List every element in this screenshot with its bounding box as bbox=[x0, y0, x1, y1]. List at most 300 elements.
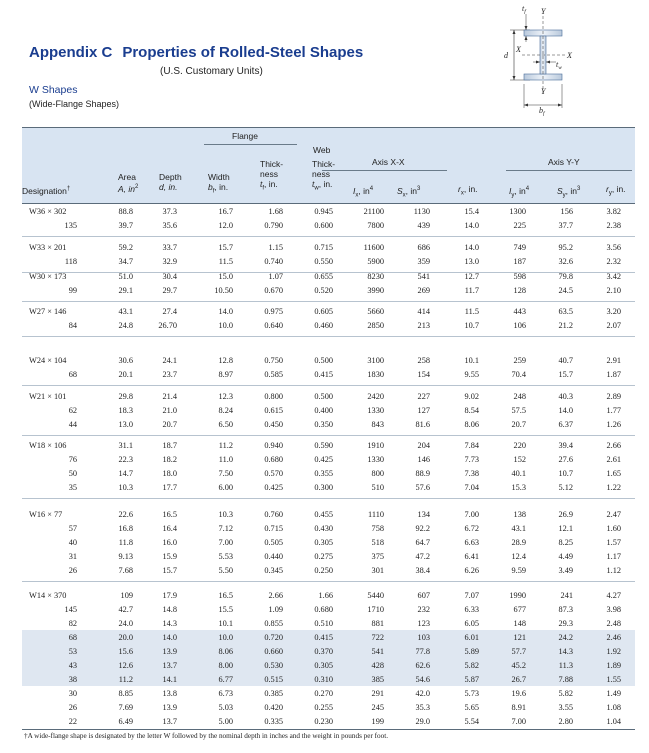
value-cell: 9.13 bbox=[118, 552, 133, 561]
value-cell: 0.855 bbox=[264, 619, 283, 628]
value-cell: 8.97 bbox=[218, 370, 233, 379]
value-cell: 541 bbox=[371, 647, 384, 656]
value-cell: 1.55 bbox=[606, 675, 621, 684]
value-cell: 541 bbox=[417, 272, 430, 281]
value-cell: 57.7 bbox=[511, 647, 526, 656]
section-title: W Shapes bbox=[29, 84, 78, 96]
value-cell: 225 bbox=[513, 221, 526, 230]
value-cell: 14.0 bbox=[162, 633, 177, 642]
value-cell: 13.7 bbox=[162, 717, 177, 726]
value-cell: 15.5 bbox=[218, 605, 233, 614]
value-cell: 385 bbox=[371, 675, 384, 684]
value-cell: 5.65 bbox=[464, 703, 479, 712]
value-cell: 199 bbox=[371, 717, 384, 726]
value-cell: 259 bbox=[513, 356, 526, 365]
value-cell: 95.2 bbox=[558, 243, 573, 252]
value-cell: 7.84 bbox=[464, 441, 479, 450]
value-cell: 8.85 bbox=[118, 689, 133, 698]
rx-header: $r_x$, in. bbox=[458, 184, 478, 197]
group-divider bbox=[22, 581, 635, 582]
value-cell: 6.77 bbox=[218, 675, 233, 684]
value-cell: 5900 bbox=[367, 257, 384, 266]
value-cell: 24.8 bbox=[118, 321, 133, 330]
value-cell: 0.940 bbox=[264, 441, 283, 450]
value-cell: 843 bbox=[371, 420, 384, 429]
value-cell: 0.720 bbox=[264, 633, 283, 642]
value-cell: 0.530 bbox=[264, 661, 283, 670]
value-cell: 0.605 bbox=[314, 307, 333, 316]
value-cell: 5.82 bbox=[558, 689, 573, 698]
value-cell: 34.7 bbox=[118, 257, 133, 266]
value-cell: 77.8 bbox=[415, 647, 430, 656]
value-cell: 24.0 bbox=[118, 619, 133, 628]
value-cell: 2.07 bbox=[606, 321, 621, 330]
value-cell: 16.8 bbox=[118, 524, 133, 533]
value-cell: 3990 bbox=[367, 286, 384, 295]
value-cell: 5440 bbox=[367, 591, 384, 600]
axis-x-group-rule bbox=[322, 170, 447, 171]
axis-y-group-label: Axis Y-Y bbox=[548, 157, 580, 167]
value-cell: 598 bbox=[513, 272, 526, 281]
value-cell: 213 bbox=[417, 321, 430, 330]
value-cell: 5.03 bbox=[218, 703, 233, 712]
designation-cell: 99 bbox=[68, 286, 77, 295]
value-cell: 14.1 bbox=[162, 675, 177, 684]
value-cell: 7.68 bbox=[118, 566, 133, 575]
value-cell: 8.54 bbox=[464, 406, 479, 415]
value-cell: 42.7 bbox=[118, 605, 133, 614]
value-cell: 30.4 bbox=[162, 272, 177, 281]
value-cell: 14.8 bbox=[162, 605, 177, 614]
value-cell: 39.4 bbox=[558, 441, 573, 450]
value-cell: 6.41 bbox=[464, 552, 479, 561]
value-cell: 7.69 bbox=[118, 703, 133, 712]
value-cell: 6.26 bbox=[464, 566, 479, 575]
value-cell: 518 bbox=[371, 538, 384, 547]
y-axis-top-label: Y bbox=[541, 7, 546, 16]
value-cell: 27.6 bbox=[558, 455, 573, 464]
value-cell: 0.355 bbox=[314, 469, 333, 478]
value-cell: 32.6 bbox=[558, 257, 573, 266]
value-cell: 1330 bbox=[367, 455, 384, 464]
value-cell: 79.8 bbox=[558, 272, 573, 281]
value-cell: 33.7 bbox=[162, 243, 177, 252]
appendix-title: Properties of Rolled-Steel Shapes bbox=[122, 44, 364, 61]
value-cell: 0.600 bbox=[314, 221, 333, 230]
value-cell: 29.7 bbox=[162, 286, 177, 295]
value-cell: 8.06 bbox=[464, 420, 479, 429]
value-cell: 13.7 bbox=[162, 661, 177, 670]
value-cell: 14.0 bbox=[558, 406, 573, 415]
bf-label: $b_f$ bbox=[539, 106, 545, 117]
value-cell: 57.6 bbox=[415, 483, 430, 492]
value-cell: 14.0 bbox=[464, 243, 479, 252]
value-cell: 14.7 bbox=[118, 469, 133, 478]
value-cell: 6.00 bbox=[218, 483, 233, 492]
axis-y-group-rule bbox=[506, 170, 632, 171]
value-cell: 5.87 bbox=[464, 675, 479, 684]
value-cell: 5.00 bbox=[218, 717, 233, 726]
value-cell: 21.2 bbox=[558, 321, 573, 330]
value-cell: 2.80 bbox=[558, 717, 573, 726]
value-cell: 2.61 bbox=[606, 455, 621, 464]
value-cell: 9.02 bbox=[464, 392, 479, 401]
value-cell: 121 bbox=[513, 633, 526, 642]
value-cell: 5.53 bbox=[218, 552, 233, 561]
value-cell: 21100 bbox=[363, 207, 384, 216]
value-cell: 0.500 bbox=[314, 356, 333, 365]
value-cell: 1710 bbox=[367, 605, 384, 614]
value-cell: 30.6 bbox=[118, 356, 133, 365]
value-cell: 0.425 bbox=[314, 455, 333, 464]
value-cell: 15.0 bbox=[218, 272, 233, 281]
value-cell: 14.3 bbox=[162, 619, 177, 628]
value-cell: 0.550 bbox=[314, 257, 333, 266]
appendix-label: Appendix C bbox=[29, 44, 113, 61]
value-cell: 301 bbox=[371, 566, 384, 575]
value-cell: 3.20 bbox=[606, 307, 621, 316]
value-cell: 10.3 bbox=[118, 483, 133, 492]
designation-cell: W30 × 173 bbox=[29, 272, 67, 281]
axis-x-group-label: Axis X-X bbox=[372, 157, 405, 167]
value-cell: 0.715 bbox=[264, 524, 283, 533]
value-cell: 15.9 bbox=[162, 552, 177, 561]
depth-header: Depth d, in. bbox=[159, 172, 182, 192]
value-cell: 0.270 bbox=[314, 689, 333, 698]
value-cell: 7.88 bbox=[558, 675, 573, 684]
value-cell: 7.50 bbox=[218, 469, 233, 478]
designation-cell: W24 × 104 bbox=[29, 356, 67, 365]
table-top-rule bbox=[22, 127, 635, 128]
value-cell: 7.38 bbox=[464, 469, 479, 478]
value-cell: 2.66 bbox=[268, 591, 283, 600]
value-cell: 11.7 bbox=[464, 286, 479, 295]
group-divider bbox=[22, 385, 635, 386]
value-cell: 39.7 bbox=[118, 221, 133, 230]
value-cell: 241 bbox=[560, 591, 573, 600]
value-cell: 677 bbox=[513, 605, 526, 614]
value-cell: 0.585 bbox=[264, 370, 283, 379]
value-cell: 0.275 bbox=[314, 552, 333, 561]
page-title bbox=[29, 44, 363, 61]
value-cell: 245 bbox=[371, 703, 384, 712]
footnote: †A wide-flange shape is designated by the letter W followed by the nominal depth in inches and the weight in pounds per foot. bbox=[24, 732, 389, 740]
value-cell: 0.420 bbox=[264, 703, 283, 712]
value-cell: 3.55 bbox=[558, 703, 573, 712]
value-cell: 1.22 bbox=[606, 483, 621, 492]
value-cell: 11.0 bbox=[218, 455, 233, 464]
value-cell: 156 bbox=[560, 207, 573, 216]
designation-cell: 50 bbox=[68, 469, 77, 478]
x-axis-left-label: X bbox=[516, 45, 521, 54]
tw-label: $t_w$ bbox=[556, 60, 562, 71]
value-cell: 5660 bbox=[367, 307, 384, 316]
value-cell: 0.335 bbox=[264, 717, 283, 726]
value-cell: 0.370 bbox=[314, 647, 333, 656]
value-cell: 5.54 bbox=[464, 717, 479, 726]
value-cell: 8.25 bbox=[558, 538, 573, 547]
value-cell: 3.49 bbox=[558, 566, 573, 575]
value-cell: 1.57 bbox=[606, 538, 621, 547]
value-cell: 16.0 bbox=[162, 538, 177, 547]
value-cell: 1130 bbox=[413, 207, 430, 216]
designation-cell: 44 bbox=[68, 420, 77, 429]
value-cell: 16.5 bbox=[162, 510, 177, 519]
value-cell: 11600 bbox=[363, 243, 384, 252]
flange-thickness-header: Thick- ness $t_f$, in. bbox=[260, 159, 284, 192]
value-cell: 2.46 bbox=[606, 633, 621, 642]
value-cell: 8230 bbox=[367, 272, 384, 281]
value-cell: 12.4 bbox=[511, 552, 526, 561]
value-cell: 40.7 bbox=[558, 356, 573, 365]
value-cell: 0.590 bbox=[314, 441, 333, 450]
value-cell: 81.6 bbox=[415, 420, 430, 429]
group-divider bbox=[22, 236, 635, 237]
designation-cell: 62 bbox=[68, 406, 77, 415]
designation-cell: 135 bbox=[64, 221, 77, 230]
value-cell: 0.800 bbox=[264, 392, 283, 401]
value-cell: 10.7 bbox=[558, 469, 573, 478]
value-cell: 1.49 bbox=[606, 689, 621, 698]
value-cell: 0.680 bbox=[314, 605, 333, 614]
value-cell: 16.7 bbox=[218, 207, 233, 216]
web-group-label: Web bbox=[313, 145, 331, 155]
value-cell: 7.04 bbox=[464, 483, 479, 492]
value-cell: 1.92 bbox=[606, 647, 621, 656]
value-cell: 2850 bbox=[367, 321, 384, 330]
value-cell: 0.515 bbox=[264, 675, 283, 684]
value-cell: 0.300 bbox=[314, 483, 333, 492]
area-header: Area A, $in^2$ bbox=[118, 172, 139, 194]
value-cell: 26.9 bbox=[558, 510, 573, 519]
value-cell: 6.33 bbox=[464, 605, 479, 614]
value-cell: 106 bbox=[513, 321, 526, 330]
value-cell: 9.55 bbox=[464, 370, 479, 379]
group-divider bbox=[22, 301, 635, 302]
value-cell: 35.6 bbox=[162, 221, 177, 230]
designation-cell: W33 × 201 bbox=[29, 243, 67, 252]
value-cell: 26.7 bbox=[511, 675, 526, 684]
ry-header: $r_y$, in. bbox=[606, 184, 626, 197]
value-cell: 28.9 bbox=[511, 538, 526, 547]
value-cell: 0.510 bbox=[314, 619, 333, 628]
sx-header: $S_x$, $in^3$ bbox=[397, 185, 421, 199]
value-cell: 0.310 bbox=[314, 675, 333, 684]
value-cell: 1.07 bbox=[268, 272, 283, 281]
value-cell: 7800 bbox=[367, 221, 384, 230]
value-cell: 1.15 bbox=[268, 243, 283, 252]
value-cell: 21.0 bbox=[162, 406, 177, 415]
value-cell: 2.91 bbox=[606, 356, 621, 365]
value-cell: 1.68 bbox=[268, 207, 283, 216]
value-cell: 26.70 bbox=[158, 321, 177, 330]
value-cell: 10.0 bbox=[218, 633, 233, 642]
value-cell: 12.1 bbox=[558, 524, 573, 533]
value-cell: 3.42 bbox=[606, 272, 621, 281]
group-divider bbox=[22, 336, 635, 337]
value-cell: 29.1 bbox=[118, 286, 133, 295]
value-cell: 88.9 bbox=[415, 469, 430, 478]
value-cell: 9.59 bbox=[511, 566, 526, 575]
designation-cell: 68 bbox=[68, 370, 77, 379]
value-cell: 57.5 bbox=[511, 406, 526, 415]
sy-header: $S_y$, $in^3$ bbox=[557, 185, 581, 199]
designation-cell: 26 bbox=[68, 566, 77, 575]
value-cell: 2.66 bbox=[606, 441, 621, 450]
value-cell: 7.00 bbox=[464, 510, 479, 519]
depth-label: d bbox=[504, 51, 508, 60]
value-cell: 3100 bbox=[367, 356, 384, 365]
designation-cell: 53 bbox=[68, 647, 77, 656]
value-cell: 17.9 bbox=[162, 591, 177, 600]
value-cell: 0.505 bbox=[264, 538, 283, 547]
value-cell: 1.09 bbox=[268, 605, 283, 614]
value-cell: 10.3 bbox=[218, 510, 233, 519]
value-cell: 8.24 bbox=[218, 406, 233, 415]
value-cell: 0.640 bbox=[264, 321, 283, 330]
value-cell: 1.77 bbox=[606, 406, 621, 415]
value-cell: 0.750 bbox=[264, 356, 283, 365]
value-cell: 6.73 bbox=[218, 689, 233, 698]
value-cell: 21.4 bbox=[162, 392, 177, 401]
designation-cell: 76 bbox=[68, 455, 77, 464]
value-cell: 14.3 bbox=[558, 647, 573, 656]
value-cell: 232 bbox=[417, 605, 430, 614]
value-cell: 38.4 bbox=[415, 566, 430, 575]
value-cell: 24.2 bbox=[558, 633, 573, 642]
value-cell: 1.12 bbox=[606, 566, 621, 575]
value-cell: 0.615 bbox=[264, 406, 283, 415]
value-cell: 20.0 bbox=[118, 633, 133, 642]
value-cell: 47.2 bbox=[415, 552, 430, 561]
value-cell: 607 bbox=[417, 591, 430, 600]
value-cell: 0.255 bbox=[314, 703, 333, 712]
value-cell: 27.4 bbox=[162, 307, 177, 316]
designation-cell: 68 bbox=[68, 633, 77, 642]
value-cell: 1110 bbox=[368, 510, 384, 519]
value-cell: 2.38 bbox=[606, 221, 621, 230]
value-cell: 14.0 bbox=[464, 221, 479, 230]
value-cell: 24.1 bbox=[162, 356, 177, 365]
table-header-bottom-rule bbox=[22, 203, 635, 204]
value-cell: 510 bbox=[371, 483, 384, 492]
value-cell: 59.2 bbox=[118, 243, 133, 252]
value-cell: 18.0 bbox=[162, 469, 177, 478]
value-cell: 414 bbox=[417, 307, 430, 316]
value-cell: 12.0 bbox=[218, 221, 233, 230]
value-cell: 88.8 bbox=[118, 207, 133, 216]
value-cell: 127 bbox=[417, 406, 430, 415]
value-cell: 3.98 bbox=[606, 605, 621, 614]
value-cell: 0.570 bbox=[264, 469, 283, 478]
flange-group-rule bbox=[204, 144, 297, 145]
value-cell: 10.1 bbox=[218, 619, 233, 628]
value-cell: 13.0 bbox=[464, 257, 479, 266]
value-cell: 0.520 bbox=[314, 286, 333, 295]
value-cell: 43.1 bbox=[118, 307, 133, 316]
value-cell: 15.3 bbox=[511, 483, 526, 492]
value-cell: 749 bbox=[513, 243, 526, 252]
designation-cell: 31 bbox=[68, 552, 77, 561]
web-thickness-header: Thick- ness $t_w$, in. bbox=[312, 159, 336, 192]
value-cell: 70.4 bbox=[511, 370, 526, 379]
value-cell: 16.5 bbox=[218, 591, 233, 600]
value-cell: 0.415 bbox=[314, 370, 333, 379]
value-cell: 37.7 bbox=[558, 221, 573, 230]
value-cell: 35.3 bbox=[415, 703, 430, 712]
designation-cell: W16 × 77 bbox=[29, 510, 63, 519]
value-cell: 63.5 bbox=[558, 307, 573, 316]
value-cell: 1.66 bbox=[318, 591, 333, 600]
value-cell: 0.680 bbox=[264, 455, 283, 464]
value-cell: 800 bbox=[371, 469, 384, 478]
value-cell: 220 bbox=[513, 441, 526, 450]
value-cell: 12.7 bbox=[464, 272, 479, 281]
wide-flange-diagram bbox=[478, 2, 613, 120]
value-cell: 10.7 bbox=[464, 321, 479, 330]
value-cell: 0.345 bbox=[264, 566, 283, 575]
value-cell: 18.2 bbox=[162, 455, 177, 464]
value-cell: 0.455 bbox=[314, 510, 333, 519]
value-cell: 2.47 bbox=[606, 510, 621, 519]
value-cell: 45.2 bbox=[511, 661, 526, 670]
designation-cell: 43 bbox=[68, 661, 77, 670]
value-cell: 134 bbox=[417, 510, 430, 519]
value-cell: 0.975 bbox=[264, 307, 283, 316]
value-cell: 40.1 bbox=[511, 469, 526, 478]
value-cell: 1.04 bbox=[606, 717, 621, 726]
value-cell: 13.9 bbox=[162, 647, 177, 656]
designation-cell: W36 × 302 bbox=[29, 207, 67, 216]
value-cell: 7.00 bbox=[218, 538, 233, 547]
value-cell: 227 bbox=[417, 392, 430, 401]
value-cell: 4.49 bbox=[558, 552, 573, 561]
value-cell: 0.660 bbox=[264, 647, 283, 656]
value-cell: 14.0 bbox=[218, 307, 233, 316]
value-cell: 32.9 bbox=[162, 257, 177, 266]
value-cell: 24.5 bbox=[558, 286, 573, 295]
value-cell: 43.1 bbox=[511, 524, 526, 533]
value-cell: 2.89 bbox=[606, 392, 621, 401]
designation-cell: 30 bbox=[68, 689, 77, 698]
value-cell: 22.3 bbox=[118, 455, 133, 464]
value-cell: 0.670 bbox=[264, 286, 283, 295]
value-cell: 7.00 bbox=[511, 717, 526, 726]
value-cell: 13.9 bbox=[162, 703, 177, 712]
value-cell: 128 bbox=[513, 286, 526, 295]
value-cell: 40.3 bbox=[558, 392, 573, 401]
value-cell: 54.6 bbox=[415, 675, 430, 684]
value-cell: 722 bbox=[371, 633, 384, 642]
value-cell: 6.37 bbox=[558, 420, 573, 429]
group-divider bbox=[22, 498, 635, 499]
tf-label: $t_f$ bbox=[522, 4, 526, 15]
value-cell: 1.26 bbox=[606, 420, 621, 429]
value-cell: 20.7 bbox=[162, 420, 177, 429]
value-cell: 10.0 bbox=[218, 321, 233, 330]
value-cell: 146 bbox=[417, 455, 430, 464]
value-cell: 29.0 bbox=[415, 717, 430, 726]
value-cell: 11.5 bbox=[218, 257, 233, 266]
value-cell: 18.3 bbox=[118, 406, 133, 415]
value-cell: 0.740 bbox=[264, 257, 283, 266]
value-cell: 13.0 bbox=[118, 420, 133, 429]
value-cell: 7.73 bbox=[464, 455, 479, 464]
value-cell: 6.72 bbox=[464, 524, 479, 533]
value-cell: 1.17 bbox=[606, 552, 621, 561]
value-cell: 204 bbox=[417, 441, 430, 450]
value-cell: 5.12 bbox=[558, 483, 573, 492]
